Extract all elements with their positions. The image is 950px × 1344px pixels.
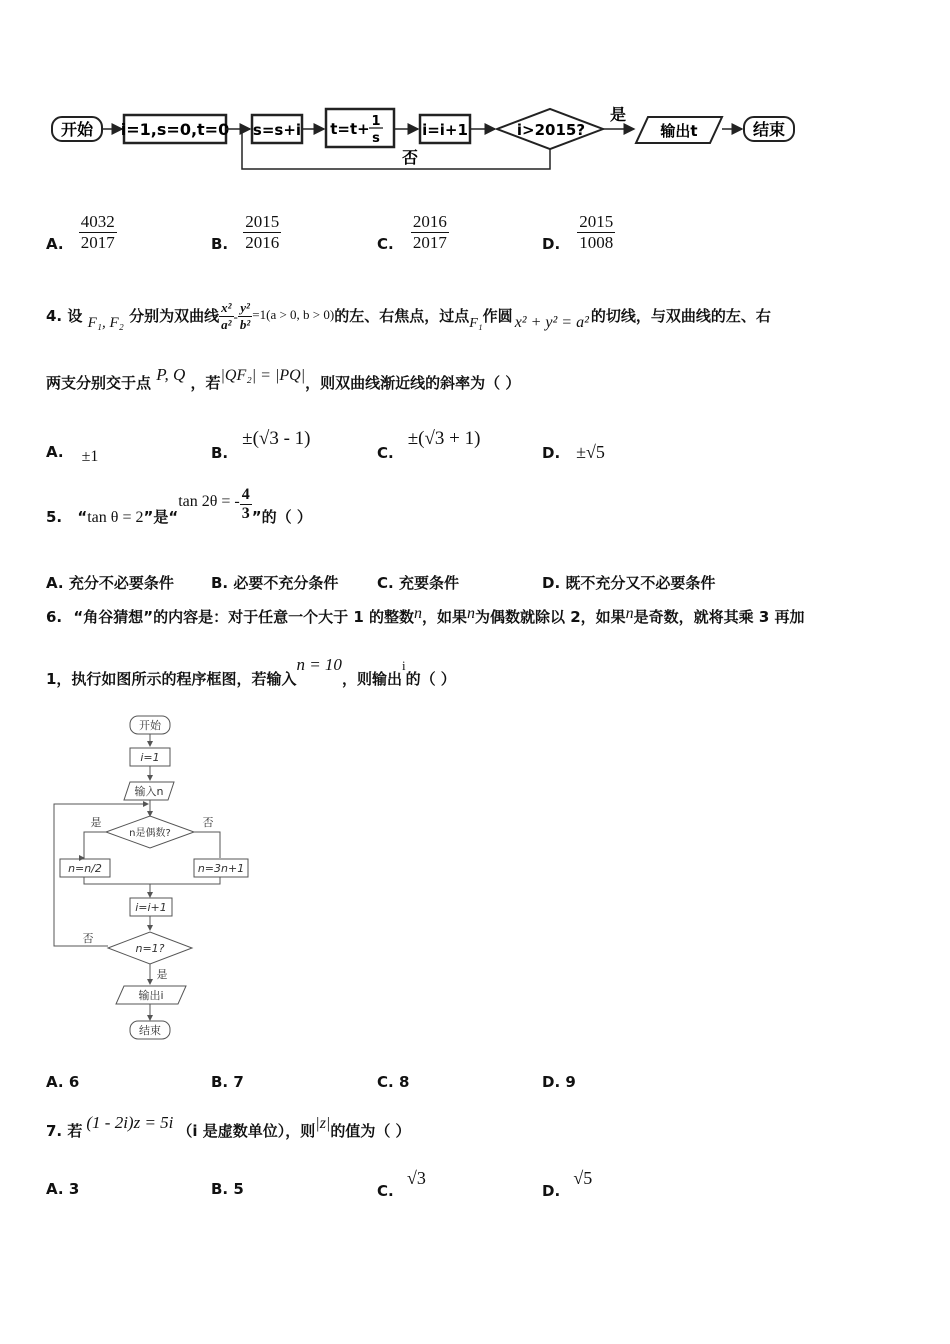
q6-n: n [625, 605, 634, 622]
option-label: C. [377, 235, 394, 253]
frac-num: 2016 [412, 212, 447, 231]
flow2-no2-label: 否 [82, 932, 94, 945]
q7-text: 的值为（ ） [330, 1122, 411, 1140]
hyp-minus: - [233, 309, 238, 324]
q7-option-b[interactable] [211, 1180, 244, 1198]
option-text: 充要条件 [398, 574, 459, 592]
frac-num: 2015 [245, 212, 280, 231]
option-label: A. [46, 1073, 64, 1091]
flow-init-text: i=1,s=0,t=0 [120, 120, 230, 139]
flow2-cond2-text: n=1? [135, 942, 165, 955]
q4-text: ，则双曲线渐近线的斜率为（ ） [305, 374, 521, 392]
q7-option-c[interactable] [377, 1168, 426, 1200]
q6-line1 [46, 606, 805, 627]
q6-option-a[interactable] [46, 1073, 79, 1091]
option-label: C. [377, 574, 394, 592]
flow2-yes-label: 是 [90, 816, 102, 829]
q5-text: “ [77, 508, 88, 526]
q4-cond: |QF₂| = |PQ| [220, 367, 306, 384]
q5-frac-num: 4 [241, 486, 250, 503]
q4-text: 作圆 [482, 307, 513, 325]
q7-text: 若 [67, 1122, 83, 1140]
option-text: 既不充分又不必要条件 [565, 574, 716, 592]
q6-text: 为偶数就除以 2，如果 [475, 608, 626, 626]
flow-start-text: 开始 [60, 120, 94, 139]
q6-text: 是奇数，就将其乘 3 再加 [633, 608, 805, 626]
frac-den: 1008 [579, 233, 614, 252]
option-text: 5 [233, 1180, 244, 1198]
q5-option-c[interactable] [377, 572, 459, 593]
q6-option-b[interactable] [211, 1073, 244, 1091]
option-label: C. [377, 1182, 394, 1200]
q5-option-a[interactable] [46, 572, 174, 593]
option-label: D. [542, 1073, 561, 1091]
frac-den: 2016 [245, 233, 280, 252]
q6-text: “角谷猜想”的内容是：对于任意一个大于 1 的整数 [73, 608, 414, 626]
option-text: √3 [406, 1168, 426, 1188]
option-label: A. [46, 443, 64, 461]
option-label: B. [211, 1073, 229, 1091]
q4-text: 两支分别交于点 [46, 374, 152, 392]
option-text: 7 [233, 1073, 244, 1091]
q4-text: 的切线，与双曲线的左、右 [590, 307, 771, 325]
flowchart-collatz [48, 708, 258, 1046]
option-label: A. [46, 235, 64, 253]
q4-option-a[interactable] [46, 442, 99, 465]
option-label: A. [46, 1180, 64, 1198]
frac-den: 2017 [412, 233, 447, 252]
option-label: C. [377, 444, 394, 462]
q6-text: 的（ ） [405, 670, 456, 688]
q3-option-d[interactable] [542, 212, 615, 253]
flow2-no-label: 否 [202, 816, 214, 829]
flow2-init-text: i=1 [140, 751, 160, 764]
option-label: D. [542, 574, 561, 592]
q6-n: n [413, 605, 422, 622]
q6-text: ，如果 [421, 608, 467, 626]
option-label: A. [46, 574, 64, 592]
q7-options [46, 1168, 906, 1198]
q6-n: n [467, 605, 475, 622]
flow-output-text: 输出t [660, 122, 698, 140]
q4-text: 的左、右焦点，过点 [334, 307, 470, 325]
option-text: ±1 [81, 448, 99, 465]
option-label: B. [211, 444, 229, 462]
flow-i-text: i=i+1 [422, 121, 468, 139]
option-label: B. [211, 574, 229, 592]
option-text: 8 [398, 1073, 410, 1091]
flow-t-den: s [372, 131, 380, 146]
q3-option-b[interactable] [211, 212, 281, 253]
option-text: 6 [68, 1073, 80, 1091]
q4-line1 [46, 300, 771, 333]
q4-text: 设 [67, 307, 83, 325]
option-text: 必要不充分条件 [233, 574, 339, 592]
q4-circle: x² + y² = a² [514, 314, 589, 331]
flow-t-text: t=t+ [330, 120, 370, 138]
q7-option-a[interactable] [46, 1180, 79, 1198]
flow2-yes2-label: 是 [156, 968, 168, 981]
q4-options [46, 428, 906, 468]
q5-expr1: tan θ = 2 [87, 509, 144, 526]
flow2-even-text: n=n/2 [68, 862, 102, 875]
flow2-output-text: 输出i [138, 989, 164, 1002]
frac-den: 2017 [80, 233, 115, 252]
q5-option-d[interactable] [542, 572, 715, 593]
flow2-inc-text: i=i+1 [135, 901, 167, 914]
q4-option-b[interactable] [211, 428, 311, 462]
q5-text: ”是“ [143, 508, 179, 526]
option-label: D. [542, 1182, 561, 1200]
q4-option-d[interactable] [542, 442, 605, 463]
flow-end-text: 结束 [752, 120, 786, 139]
q4-pq: P, Q [156, 365, 186, 384]
flow-yes-label: 是 [609, 105, 627, 124]
flow-cond-text: i>2015? [516, 121, 586, 139]
flowchart-top [40, 95, 820, 185]
option-text: 充分不必要条件 [68, 574, 174, 592]
q7-absz: |z| [315, 1115, 331, 1132]
q6-i: i [401, 658, 406, 673]
q7-line [46, 1112, 411, 1140]
q6-text: ，则输出 [341, 670, 402, 688]
q5-line [46, 486, 312, 526]
flow2-cond1-text: n是偶数? [129, 828, 171, 839]
flow-t-num: 1 [371, 114, 381, 129]
q6-text: 1，执行如图所示的程序框图，若输入 [46, 670, 297, 688]
q6-option-c[interactable] [377, 1073, 409, 1091]
hyp-y-den: b² [239, 317, 251, 332]
flow2-start-text: 开始 [139, 719, 161, 732]
hyp-rest: =1(a > 0, b > 0) [252, 307, 335, 322]
question-number: 5. [46, 508, 63, 526]
q6-input: n = 10 [296, 655, 342, 674]
q4-text: 分别为双曲线 [129, 307, 220, 325]
option-text: 9 [565, 1073, 576, 1091]
frac-num: 4032 [80, 212, 115, 231]
q4-option-c[interactable] [377, 428, 481, 462]
q5-option-b[interactable] [211, 572, 338, 593]
flow2-input-text: 输入n [134, 785, 164, 798]
option-text: 3 [68, 1180, 80, 1198]
q5-text: ”的（ ） [251, 508, 312, 526]
option-text: ±(√3 + 1) [407, 428, 481, 449]
frac-num: 2015 [579, 212, 614, 231]
option-label: B. [211, 1180, 229, 1198]
question-number: 4. [46, 307, 63, 325]
question-number: 6. [46, 608, 63, 626]
hyp-x-num: x² [221, 300, 232, 315]
q5-options [46, 572, 906, 594]
flow2-odd-text: n=3n+1 [197, 862, 245, 875]
hyp-x-den: a² [221, 317, 232, 332]
q6-option-d[interactable] [542, 1073, 576, 1091]
option-text: √5 [573, 1168, 593, 1188]
q4-text: ，若 [190, 374, 221, 392]
option-text: ±(√3 - 1) [242, 428, 311, 449]
flow-s-text: s=s+i [252, 121, 302, 139]
hyp-y-num: y² [238, 300, 252, 317]
q3-option-a[interactable] [46, 212, 117, 253]
flow2-end-text: 结束 [139, 1024, 161, 1037]
q7-expr: (1 - 2i)z = 5i [86, 1113, 174, 1132]
flow-no-label: 否 [401, 148, 419, 167]
q7-option-d[interactable] [542, 1168, 593, 1200]
q3-option-c[interactable] [377, 212, 449, 253]
option-label: D. [542, 235, 561, 253]
q6-line2 [46, 655, 456, 689]
option-label: D. [542, 444, 561, 462]
q4-foci: F₁, F₂ [87, 315, 124, 331]
option-label: B. [211, 235, 229, 253]
q5-expr2: tan 2θ = - [178, 493, 240, 510]
q6-options [46, 1073, 906, 1095]
question-number: 7. [46, 1122, 63, 1140]
q5-frac-den: 3 [241, 505, 250, 522]
q4-f1: F₁ [469, 316, 483, 331]
q4-line2 [46, 365, 521, 393]
option-label: C. [377, 1073, 394, 1091]
q7-text: （i 是虚数单位），则 [177, 1122, 316, 1140]
option-text: ±√5 [576, 442, 605, 462]
